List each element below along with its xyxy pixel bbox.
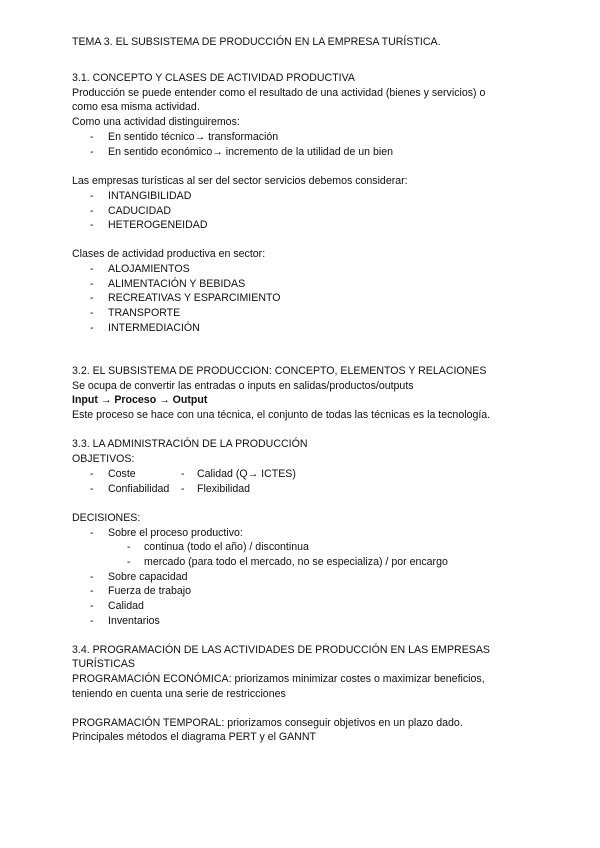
list-dash: -	[90, 131, 94, 143]
list-item: RECREATIVAS Y ESPARCIMIENTO	[108, 292, 281, 304]
list-dash: -	[181, 468, 185, 480]
paragraph: Producción se puede entender como el resultado de una actividad (bienes y servicios) o	[72, 87, 486, 99]
paragraph: teniendo en cuenta una serie de restricciones	[72, 688, 286, 700]
paragraph: Principales métodos el diagrama PERT y el GANNT	[72, 731, 316, 743]
list-dash: -	[127, 556, 131, 568]
list-dash: -	[90, 483, 94, 495]
list-dash: -	[90, 571, 94, 583]
decision-item: Calidad	[108, 600, 144, 612]
document-title: TEMA 3. EL SUBSISTEMA DE PRODUCCIÓN EN LA EMPRESA TURÍSTICA.	[72, 36, 441, 48]
list-dash: -	[90, 263, 94, 275]
section-3-4-heading: 3.4. PROGRAMACIÓN DE LAS ACTIVIDADES DE PRODUCCIÓN EN LAS EMPRESAS	[72, 644, 490, 656]
list-dash: -	[90, 278, 94, 290]
list-item: ALOJAMIENTOS	[108, 263, 190, 275]
decision-item: Inventarios	[108, 615, 160, 627]
paragraph: PROGRAMACIÓN TEMPORAL: priorizamos conseguir objetivos en un plazo dado.	[72, 717, 463, 729]
section-3-4-heading-cont: TURÍSTICAS	[72, 658, 135, 670]
paragraph: Este proceso se hace con una técnica, el conjunto de todas las técnicas es la tecnología.	[72, 409, 491, 421]
list-dash: -	[90, 600, 94, 612]
list-dash: -	[90, 322, 94, 334]
sub-item: continua (todo el año) / discontinua	[144, 541, 309, 553]
list-dash: -	[90, 527, 94, 539]
paragraph: Clases de actividad productiva en sector:	[72, 248, 266, 260]
list-dash: -	[90, 585, 94, 597]
list-dash: -	[90, 615, 94, 627]
objective-item: Calidad (Q→ ICTES)	[197, 468, 296, 480]
list-item: En sentido técnico→ transformación	[108, 131, 279, 143]
objetivos-label: OBJETIVOS:	[72, 453, 135, 465]
list-item: En sentido económico→ incremento de la utilidad de un bien	[108, 146, 394, 158]
paragraph: PROGRAMACIÓN ECONÓMICA: priorizamos minimizar costes o maximizar beneficios,	[72, 673, 485, 685]
paragraph: Se ocupa de convertir las entradas o inputs en salidas/productos/outputs	[72, 380, 414, 392]
list-dash: -	[90, 146, 94, 158]
section-3-3-heading: 3.3. LA ADMINISTRACIÓN DE LA PRODUCCIÓN	[72, 438, 308, 450]
list-item: HETEROGENEIDAD	[108, 219, 208, 231]
list-item: INTANGIBILIDAD	[108, 190, 192, 202]
paragraph: como esa misma actividad.	[72, 101, 200, 113]
list-dash: -	[90, 190, 94, 202]
list-dash: -	[90, 307, 94, 319]
list-dash: -	[181, 483, 185, 495]
paragraph: Como una actividad distinguiremos:	[72, 116, 240, 128]
list-dash: -	[90, 219, 94, 231]
paragraph: Las empresas turísticas al ser del sector servicios debemos considerar:	[72, 175, 408, 187]
section-3-1-heading: 3.1. CONCEPTO Y CLASES DE ACTIVIDAD PRODUCTIVA	[72, 72, 355, 84]
list-dash: -	[90, 205, 94, 217]
list-dash: -	[127, 541, 131, 553]
decision-item: Fuerza de trabajo	[108, 585, 192, 597]
objective-item: Confiabilidad	[108, 483, 170, 495]
decision-item: Sobre capacidad	[108, 571, 188, 583]
objective-item: Flexibilidad	[197, 483, 250, 495]
list-item: INTERMEDIACIÓN	[108, 322, 200, 334]
input-process-output: Input → Proceso → Output	[72, 394, 208, 406]
sub-item: mercado (para todo el mercado, no se especializa) / por encargo	[144, 556, 448, 568]
decisiones-label: DECISIONES:	[72, 512, 141, 524]
list-item: TRANSPORTE	[108, 307, 181, 319]
list-item: ALIMENTACIÓN Y BEBIDAS	[108, 278, 246, 290]
list-dash: -	[90, 468, 94, 480]
section-3-2-heading: 3.2. EL SUBSISTEMA DE PRODUCCION: CONCEPTO, ELEMENTOS Y RELACIONES	[72, 365, 487, 377]
objective-item: Coste	[108, 468, 136, 480]
list-dash: -	[90, 292, 94, 304]
list-item: CADUCIDAD	[108, 205, 171, 217]
decision-item: Sobre el proceso productivo:	[108, 527, 243, 539]
